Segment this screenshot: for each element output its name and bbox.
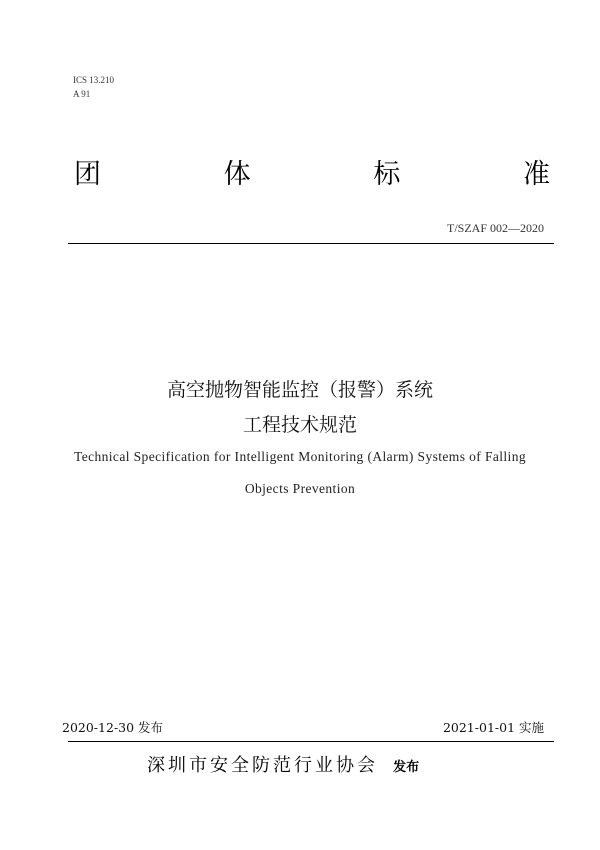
ccs-code: A 91: [73, 89, 91, 99]
ics-code: ICS 13.210: [73, 75, 115, 85]
title-cn-line1: 高空抛物智能监控（报警）系统: [166, 379, 433, 401]
classification-codes: [73, 73, 114, 101]
implement-date: 2021-01-01 实施: [442, 720, 544, 735]
top-divider: [68, 243, 554, 244]
publisher-name: 深圳市安全防范行业协会: [147, 755, 378, 776]
publish-date: 2020-12-30 发布: [62, 720, 164, 735]
standard-kind-char: 准: [522, 159, 550, 190]
publisher-line: [147, 751, 419, 777]
standard-kind-char: 团: [74, 159, 101, 190]
standard-kind-heading: [74, 158, 550, 192]
title-en-line2: Objects Prevention: [244, 481, 356, 496]
publisher-suffix: 发布: [393, 760, 420, 775]
title-cn-line2: 工程技术规范: [242, 414, 357, 436]
bottom-divider: [68, 741, 554, 742]
standard-kind-char: 体: [223, 159, 251, 190]
title-en-line1: Technical Specification for Intelligent Monitoring (Alarm) Systems of Falling: [73, 449, 526, 464]
standard-kind-char: 标: [373, 159, 401, 190]
standard-number: T/SZAF 002—2020: [446, 221, 544, 235]
